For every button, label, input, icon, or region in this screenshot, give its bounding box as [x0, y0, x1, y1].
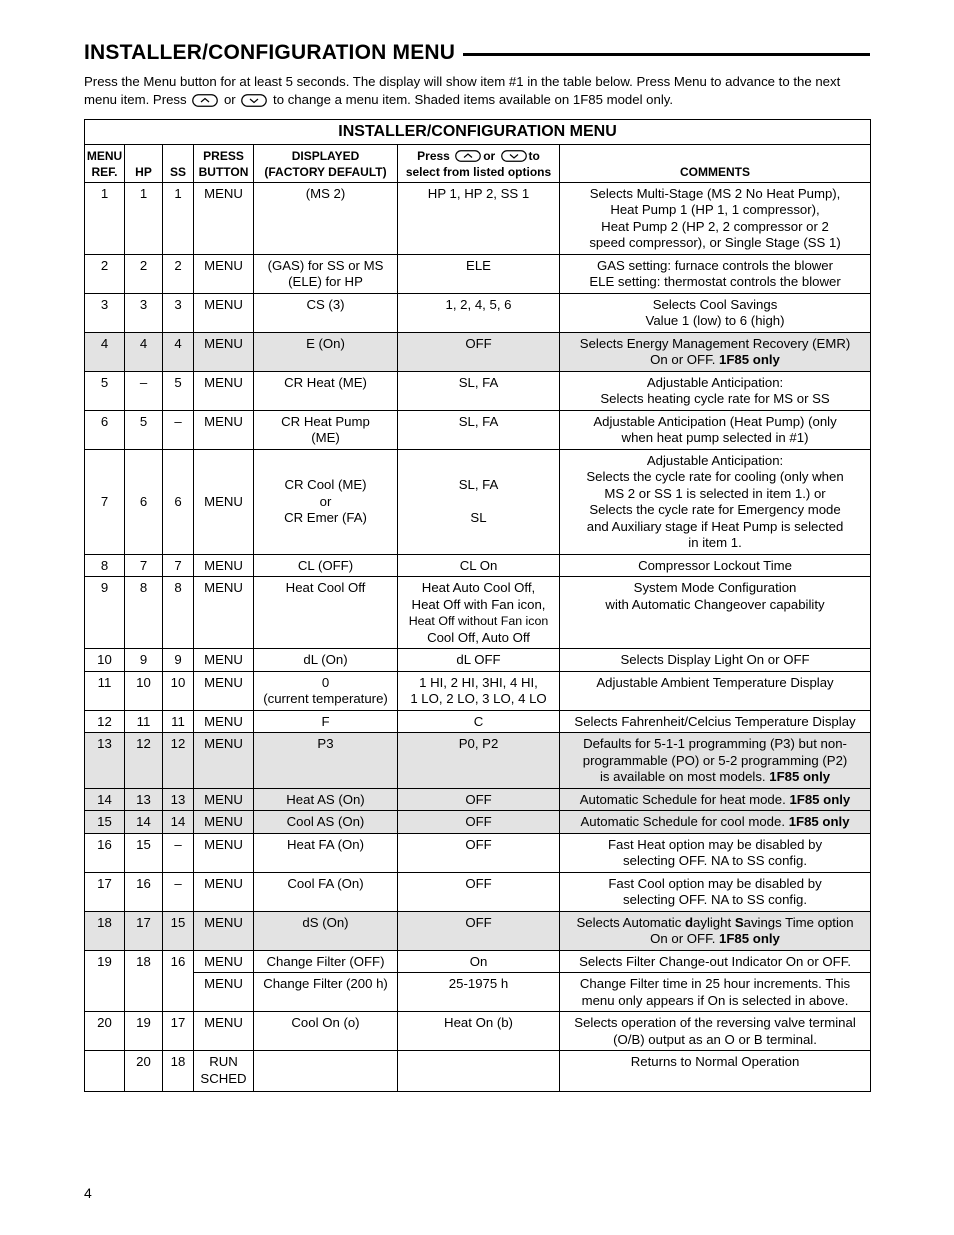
cell-displayed: CR Heat (ME) [254, 371, 398, 410]
cell-menu-ref [85, 1051, 125, 1092]
model-only-note: 1F85 only [769, 769, 831, 784]
model-only-note: 1F85 only [788, 814, 850, 829]
cell-ss: 6 [163, 449, 194, 554]
cell-options: P0, P2 [398, 733, 560, 789]
table-row [85, 649, 871, 672]
cell-displayed: CR Heat Pump (ME) [254, 410, 398, 449]
cell-comments: System Mode Configuration with Automatic Changeover capability [560, 577, 871, 649]
cell-displayed: Cool AS (On) [254, 811, 398, 834]
cell-menu-ref: 4 [85, 332, 125, 371]
cell-menu-ref: 3 [85, 293, 125, 332]
table-row [85, 973, 871, 1012]
cell-button: MENU [194, 1012, 254, 1051]
heading-rule [463, 53, 870, 56]
cell-displayed: Cool On (o) [254, 1012, 398, 1051]
table-row-shaded [85, 733, 871, 789]
cell-comments: Adjustable Anticipation: Selects the cycle rate for cooling (only when MS 2 or SS 1 is selected in item 1.) or Selects the cycle rate for Emergency mode and Auxiliary stage if Heat Pump is selected in item 1. [560, 449, 871, 554]
cell-ss: 12 [163, 733, 194, 789]
cell-menu-ref: 18 [85, 911, 125, 950]
table-row [85, 872, 871, 911]
cell-displayed: Heat AS (On) [254, 788, 398, 811]
cell-ss: 8 [163, 577, 194, 649]
header-press-select: Press or to select from listed options [398, 144, 560, 182]
intro-text-1: Press the Menu button for at least 5 seconds. The display will show item #1 in the table below. Press Menu to advance to the next menu item. Press [84, 74, 841, 107]
cell-displayed: Change Filter (200 h) [254, 973, 398, 1012]
cell-ss: 11 [163, 710, 194, 733]
cell-hp: 3 [125, 293, 163, 332]
cell-menu-ref: 8 [85, 554, 125, 577]
cell-hp: 4 [125, 332, 163, 371]
cell-comments: Selects Filter Change-out Indicator On or OFF. [560, 950, 871, 973]
cell-button: RUN SCHED [194, 1051, 254, 1092]
cell-button: MENU [194, 371, 254, 410]
table-row [85, 833, 871, 872]
cell-ss: – [163, 833, 194, 872]
cell-hp: 19 [125, 1012, 163, 1051]
cell-button: MENU [194, 449, 254, 554]
table-row-shaded [85, 911, 871, 950]
cell-button: MENU [194, 872, 254, 911]
cell-displayed: Heat Cool Off [254, 577, 398, 649]
cell-comments: Compressor Lockout Time [560, 554, 871, 577]
cell-options: SL, FA [398, 410, 560, 449]
down-arrow-button-icon [501, 150, 527, 162]
cell-button: MENU [194, 671, 254, 710]
cell-comments: Returns to Normal Operation [560, 1051, 871, 1092]
cell-options: OFF [398, 332, 560, 371]
cell-comments: Selects Automatic daylight Savings Time option On or OFF. 1F85 only [560, 911, 871, 950]
cell-menu-ref: 19 [85, 950, 125, 1012]
cell-hp: 18 [125, 950, 163, 1012]
cell-options: OFF [398, 788, 560, 811]
table-row [85, 410, 871, 449]
cell-displayed: CL (OFF) [254, 554, 398, 577]
page-heading [84, 38, 870, 68]
cell-options: CL On [398, 554, 560, 577]
cell-ss: 13 [163, 788, 194, 811]
cell-button: MENU [194, 293, 254, 332]
up-arrow-button-icon [455, 150, 481, 162]
cell-hp: 9 [125, 649, 163, 672]
table-title: INSTALLER/CONFIGURATION MENU [85, 120, 871, 145]
table-row [85, 554, 871, 577]
cell-hp: 17 [125, 911, 163, 950]
cell-menu-ref: 12 [85, 710, 125, 733]
cell-button: MENU [194, 577, 254, 649]
header-press-button: PRESS BUTTON [194, 144, 254, 182]
cell-comments: Change Filter time in 25 hour increments. This menu only appears if On is selected in above. [560, 973, 871, 1012]
table-row [85, 710, 871, 733]
cell-options: OFF [398, 911, 560, 950]
table-row [85, 1012, 871, 1051]
cell-hp: – [125, 371, 163, 410]
cell-displayed: (GAS) for SS or MS (ELE) for HP [254, 254, 398, 293]
cell-hp: 6 [125, 449, 163, 554]
table-row [85, 950, 871, 973]
configuration-menu-table [84, 119, 871, 1092]
cell-ss: 1 [163, 182, 194, 254]
cell-hp: 15 [125, 833, 163, 872]
cell-displayed: dL (On) [254, 649, 398, 672]
cell-menu-ref: 9 [85, 577, 125, 649]
cell-menu-ref: 6 [85, 410, 125, 449]
header-hp: HP [125, 144, 163, 182]
cell-ss: 14 [163, 811, 194, 834]
header-comments: COMMENTS [560, 144, 871, 182]
cell-button: MENU [194, 710, 254, 733]
cell-ss: 2 [163, 254, 194, 293]
table-row-shaded [85, 332, 871, 371]
cell-options: OFF [398, 811, 560, 834]
cell-comments: Selects operation of the reversing valve terminal (O/B) output as an O or B terminal. [560, 1012, 871, 1051]
cell-hp: 7 [125, 554, 163, 577]
table-row-shaded [85, 788, 871, 811]
cell-button: MENU [194, 332, 254, 371]
cell-options: dL OFF [398, 649, 560, 672]
header-displayed: DISPLAYED (FACTORY DEFAULT) [254, 144, 398, 182]
cell-comments: Adjustable Ambient Temperature Display [560, 671, 871, 710]
cell-options: SL, FA [398, 371, 560, 410]
cell-comments: Selects Multi-Stage (MS 2 No Heat Pump), Heat Pump 1 (HP 1, 1 compressor), Heat Pump 2 (HP 2, 2 compressor or 2 speed compressor), or Single Stage (SS 1) [560, 182, 871, 254]
table-row [85, 449, 871, 554]
cell-comments: GAS setting: furnace controls the blower ELE setting: thermostat controls the blower [560, 254, 871, 293]
cell-button: MENU [194, 811, 254, 834]
table-row [85, 1051, 871, 1092]
cell-menu-ref: 1 [85, 182, 125, 254]
cell-hp: 13 [125, 788, 163, 811]
cell-button: MENU [194, 182, 254, 254]
cell-displayed: (MS 2) [254, 182, 398, 254]
cell-menu-ref: 11 [85, 671, 125, 710]
cell-hp: 16 [125, 872, 163, 911]
cell-options: ELE [398, 254, 560, 293]
cell-menu-ref: 2 [85, 254, 125, 293]
header-ss: SS [163, 144, 194, 182]
cell-displayed: CS (3) [254, 293, 398, 332]
page-title: INSTALLER/CONFIGURATION MENU [84, 41, 456, 64]
table-row-shaded [85, 811, 871, 834]
cell-options [398, 1051, 560, 1092]
model-only-note: 1F85 only [719, 352, 780, 367]
cell-options: OFF [398, 872, 560, 911]
table-row [85, 254, 871, 293]
cell-displayed: Heat FA (On) [254, 833, 398, 872]
cell-button: MENU [194, 649, 254, 672]
cell-ss: 16 [163, 950, 194, 1012]
cell-options: Heat On (b) [398, 1012, 560, 1051]
cell-ss: 9 [163, 649, 194, 672]
cell-ss: 5 [163, 371, 194, 410]
cell-hp: 5 [125, 410, 163, 449]
cell-menu-ref: 13 [85, 733, 125, 789]
cell-displayed: CR Cool (ME) or CR Emer (FA) [254, 449, 398, 554]
cell-hp: 12 [125, 733, 163, 789]
table-row [85, 182, 871, 254]
cell-menu-ref: 16 [85, 833, 125, 872]
cell-menu-ref: 7 [85, 449, 125, 554]
cell-comments: Selects Cool Savings Value 1 (low) to 6 (high) [560, 293, 871, 332]
cell-button: MENU [194, 733, 254, 789]
cell-comments: Selects Energy Management Recovery (EMR) On or OFF. 1F85 only [560, 332, 871, 371]
cell-options: OFF [398, 833, 560, 872]
cell-displayed: P3 [254, 733, 398, 789]
cell-menu-ref: 17 [85, 872, 125, 911]
cell-button: MENU [194, 554, 254, 577]
cell-comments: Defaults for 5-1-1 programming (P3) but non- programmable (PO) or 5-2 programming (P2) is available on most models. 1F85 only [560, 733, 871, 789]
cell-options: Heat Auto Cool Off, Heat Off with Fan icon, Heat Off without Fan icon Cool Off, Auto Off [398, 577, 560, 649]
cell-ss: – [163, 872, 194, 911]
cell-comments: Selects Fahrenheit/Celcius Temperature Display [560, 710, 871, 733]
cell-comments: Automatic Schedule for cool mode. 1F85 only [560, 811, 871, 834]
cell-button: MENU [194, 911, 254, 950]
cell-hp: 20 [125, 1051, 163, 1092]
cell-ss: 15 [163, 911, 194, 950]
cell-ss: 10 [163, 671, 194, 710]
cell-hp: 2 [125, 254, 163, 293]
table-row [85, 671, 871, 710]
cell-menu-ref: 5 [85, 371, 125, 410]
cell-button: MENU [194, 254, 254, 293]
cell-menu-ref: 10 [85, 649, 125, 672]
intro-or: or [223, 91, 236, 107]
cell-displayed: dS (On) [254, 911, 398, 950]
cell-button: MENU [194, 410, 254, 449]
page-number: 4 [84, 1185, 92, 1201]
cell-hp: 11 [125, 710, 163, 733]
cell-hp: 1 [125, 182, 163, 254]
cell-options: 1 HI, 2 HI, 3HI, 4 HI, 1 LO, 2 LO, 3 LO, 4 LO [398, 671, 560, 710]
cell-displayed: F [254, 710, 398, 733]
cell-hp: 14 [125, 811, 163, 834]
table-row [85, 371, 871, 410]
cell-options: 25-1975 h [398, 973, 560, 1012]
model-only-note: 1F85 only [719, 931, 780, 946]
cell-options: C [398, 710, 560, 733]
intro-text-2: to change a menu item. Shaded items available on 1F85 model only. [273, 91, 674, 107]
cell-displayed: 0 (current temperature) [254, 671, 398, 710]
intro-paragraph [84, 73, 874, 108]
cell-options: On [398, 950, 560, 973]
cell-menu-ref: 20 [85, 1012, 125, 1051]
model-only-note: 1F85 only [789, 791, 851, 807]
cell-comments: Adjustable Anticipation (Heat Pump) (only when heat pump selected in #1) [560, 410, 871, 449]
cell-ss: – [163, 410, 194, 449]
cell-button: MENU [194, 788, 254, 811]
cell-comments: Automatic Schedule for heat mode. 1F85 only [560, 788, 871, 811]
table-row [85, 577, 871, 649]
cell-displayed: E (On) [254, 332, 398, 371]
cell-displayed: Cool FA (On) [254, 872, 398, 911]
cell-hp: 8 [125, 577, 163, 649]
cell-ss: 4 [163, 332, 194, 371]
table-row [85, 293, 871, 332]
cell-hp: 10 [125, 671, 163, 710]
cell-comments: Fast Cool option may be disabled by selecting OFF. NA to SS config. [560, 872, 871, 911]
cell-ss: 7 [163, 554, 194, 577]
cell-button: MENU [194, 950, 254, 973]
header-menu-ref: MENU REF. [85, 144, 125, 182]
cell-options: SL, FA SL [398, 449, 560, 554]
cell-button: MENU [194, 833, 254, 872]
cell-button: MENU [194, 973, 254, 1012]
cell-ss: 17 [163, 1012, 194, 1051]
cell-ss: 3 [163, 293, 194, 332]
cell-ss: 18 [163, 1051, 194, 1092]
cell-comments: Adjustable Anticipation: Selects heating cycle rate for MS or SS [560, 371, 871, 410]
cell-displayed [254, 1051, 398, 1092]
cell-menu-ref: 14 [85, 788, 125, 811]
cell-comments: Selects Display Light On or OFF [560, 649, 871, 672]
down-arrow-button-icon [241, 94, 267, 107]
up-arrow-button-icon [192, 94, 218, 107]
cell-comments: Fast Heat option may be disabled by selecting OFF. NA to SS config. [560, 833, 871, 872]
cell-options: 1, 2, 4, 5, 6 [398, 293, 560, 332]
cell-options: HP 1, HP 2, SS 1 [398, 182, 560, 254]
cell-menu-ref: 15 [85, 811, 125, 834]
cell-displayed: Change Filter (OFF) [254, 950, 398, 973]
